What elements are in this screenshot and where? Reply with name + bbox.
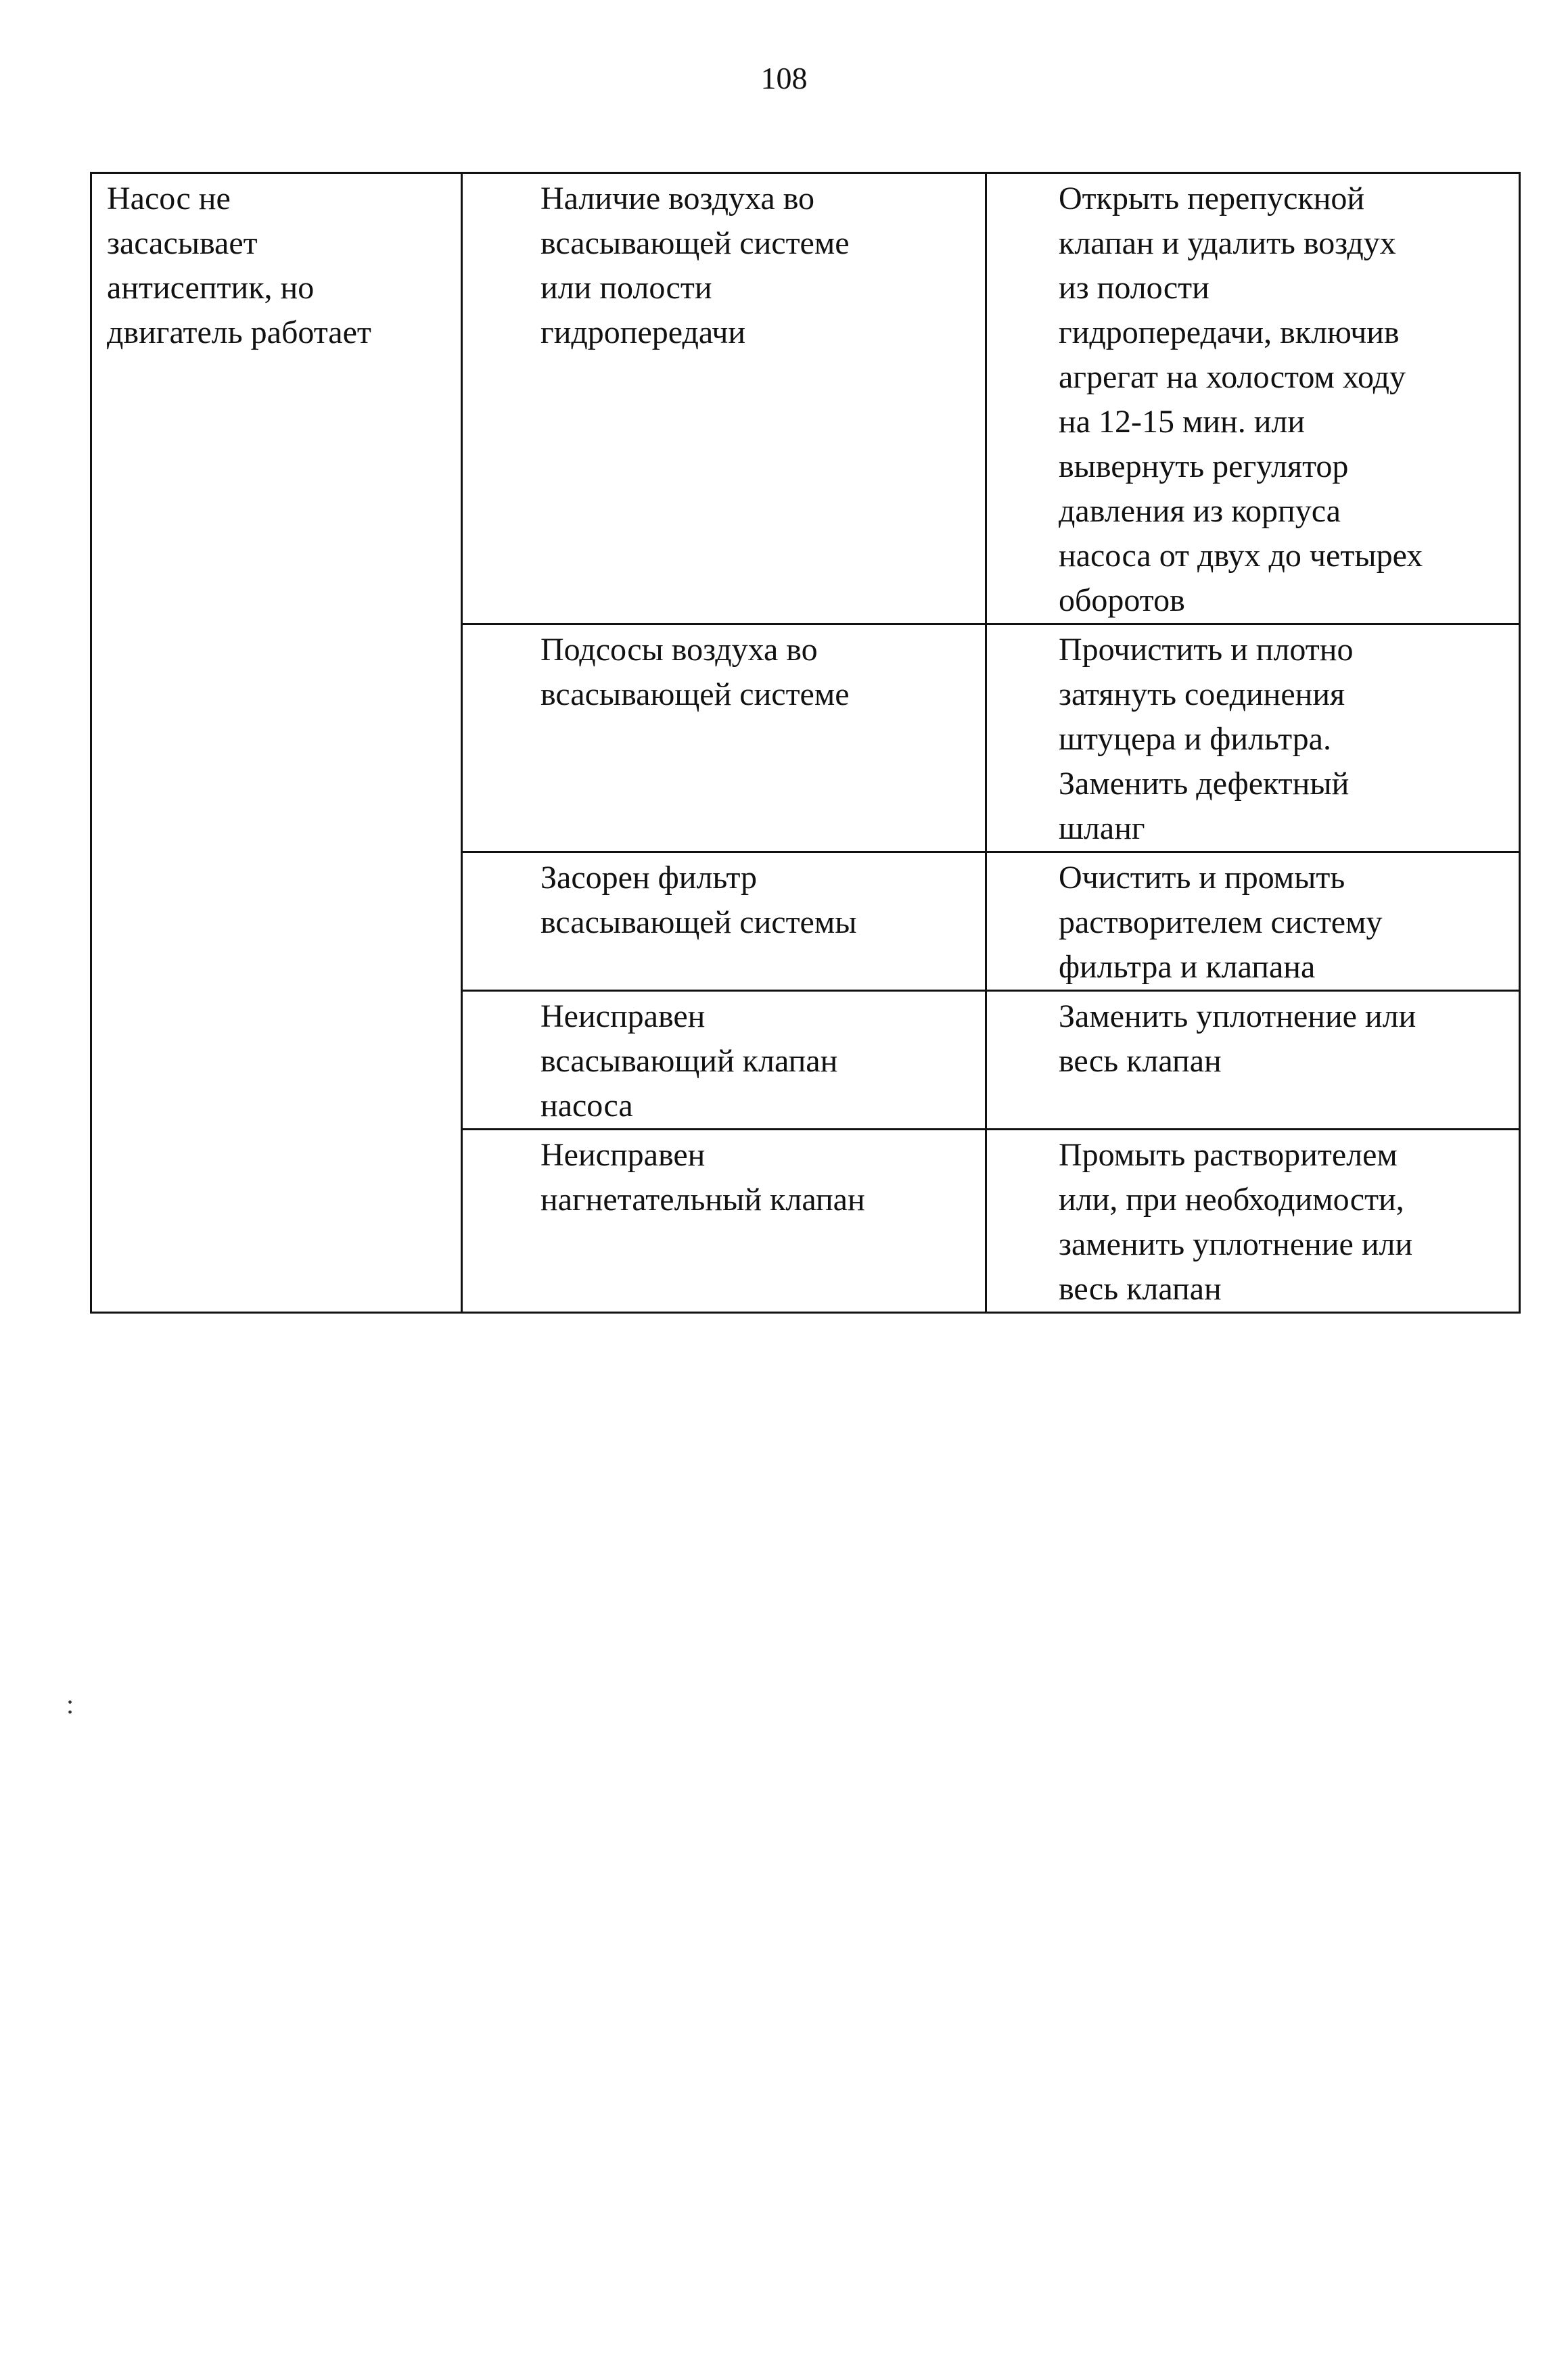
cause-line: Засорен фильтр bbox=[540, 860, 758, 896]
cause-line: насоса bbox=[540, 1088, 633, 1124]
remedy-line: Открыть перепускной bbox=[1059, 181, 1365, 216]
remedy-cell bbox=[986, 991, 1520, 1130]
remedy-line: штуцера и фильтра. bbox=[1059, 721, 1331, 757]
cause-cell bbox=[462, 1130, 986, 1313]
remedy-line: Заменить уплотнение или bbox=[1059, 998, 1416, 1034]
remedy-cell bbox=[986, 173, 1520, 624]
cause-line: или полости bbox=[540, 270, 712, 306]
remedy-line: затянуть соединения bbox=[1059, 676, 1345, 712]
remedy-line: из полости bbox=[1059, 270, 1209, 306]
remedy-line: или, при необходимости, bbox=[1059, 1182, 1404, 1218]
remedy-cell bbox=[986, 624, 1520, 852]
remedy-line: Очистить и промыть bbox=[1059, 860, 1345, 896]
remedy-cell bbox=[986, 1130, 1520, 1313]
table-row bbox=[91, 173, 1520, 624]
remedy-line: весь клапан bbox=[1059, 1043, 1222, 1079]
remedy-line: фильтра и клапана bbox=[1059, 949, 1316, 985]
remedy-line: растворителем систему bbox=[1059, 904, 1383, 940]
remedy-line: на 12-15 мин. или bbox=[1059, 404, 1306, 440]
troubleshooting-table-wrapper bbox=[90, 172, 1519, 1314]
remedy-line: шланг bbox=[1059, 810, 1145, 846]
cause-line: всасывающий клапан bbox=[540, 1043, 838, 1079]
remedy-line: Прочистить и плотно bbox=[1059, 632, 1354, 668]
remedy-line: весь клапан bbox=[1059, 1271, 1222, 1307]
remedy-line: Заменить дефектный bbox=[1059, 766, 1350, 802]
remedy-line: агрегат на холостом ходу bbox=[1059, 359, 1406, 395]
cause-cell bbox=[462, 173, 986, 624]
cause-cell bbox=[462, 852, 986, 991]
cause-line: нагнетательный клапан bbox=[540, 1182, 865, 1218]
cause-cell bbox=[462, 991, 986, 1130]
symptom-line: Насос не bbox=[107, 181, 231, 216]
stray-mark: : bbox=[66, 1689, 74, 1719]
cause-line: Неисправен bbox=[540, 998, 706, 1034]
remedy-line: вывернуть регулятор bbox=[1059, 448, 1349, 484]
cause-line: Подсосы воздуха во bbox=[540, 632, 818, 668]
remedy-line: заменить уплотнение или bbox=[1059, 1226, 1413, 1262]
remedy-line: оборотов bbox=[1059, 582, 1185, 618]
cause-line: всасывающей системы bbox=[540, 904, 857, 940]
remedy-line: давления из корпуса bbox=[1059, 493, 1341, 529]
symptom-line: двигатель работает bbox=[107, 315, 371, 350]
cause-line: Наличие воздуха во bbox=[540, 181, 815, 216]
remedy-line: гидропередачи, включив bbox=[1059, 315, 1400, 350]
remedy-line: клапан и удалить воздух bbox=[1059, 225, 1396, 261]
troubleshooting-table bbox=[90, 172, 1521, 1314]
symptom-line: засасывает bbox=[107, 225, 258, 261]
remedy-cell bbox=[986, 852, 1520, 991]
cause-line: всасывающей системе bbox=[540, 225, 850, 261]
cause-cell bbox=[462, 624, 986, 852]
cause-line: Неисправен bbox=[540, 1137, 706, 1173]
page-number: 108 bbox=[760, 61, 808, 95]
remedy-line: Промыть растворителем bbox=[1059, 1137, 1398, 1173]
remedy-line: насоса от двух до четырех bbox=[1059, 538, 1423, 574]
symptom-line: антисептик, но bbox=[107, 270, 315, 306]
cause-line: гидропередачи bbox=[540, 315, 746, 350]
symptom-cell bbox=[91, 173, 462, 1313]
cause-line: всасывающей системе bbox=[540, 676, 850, 712]
